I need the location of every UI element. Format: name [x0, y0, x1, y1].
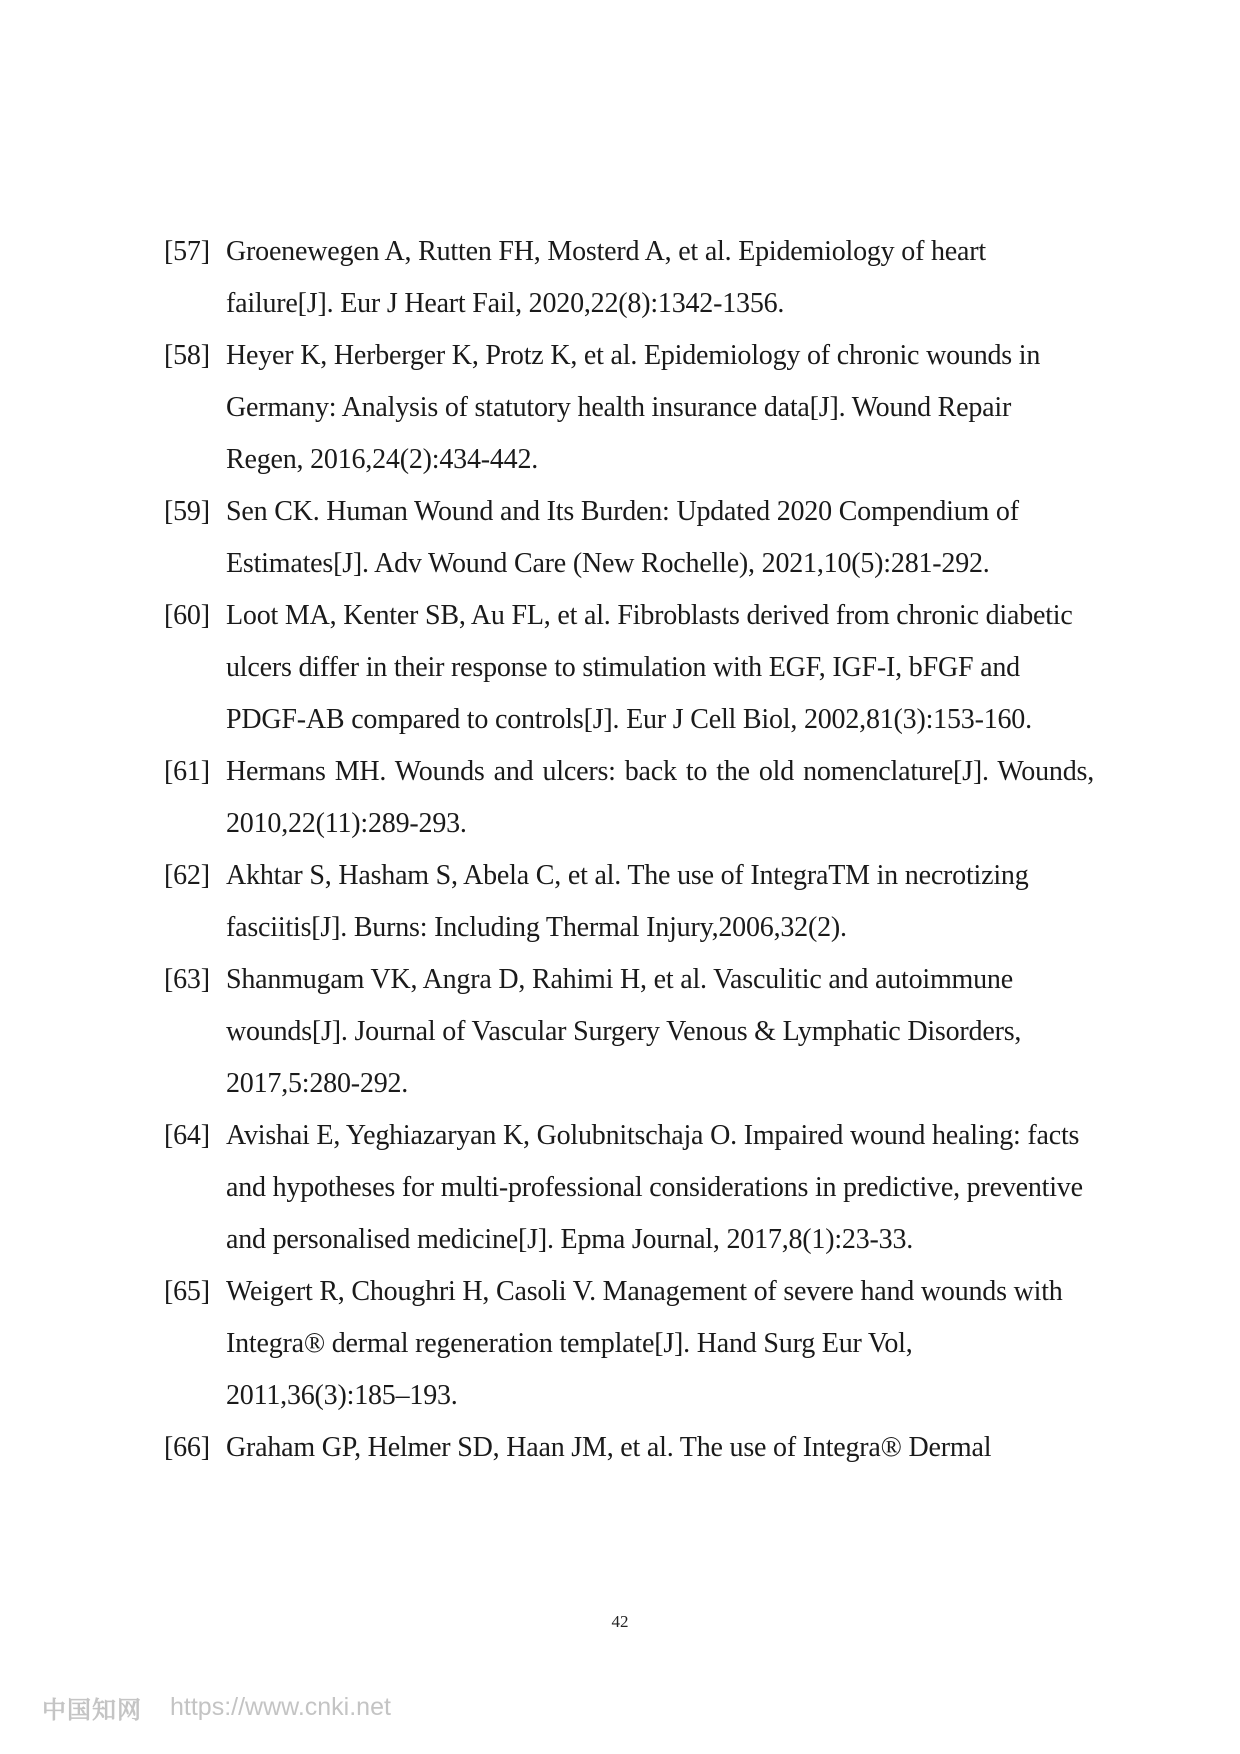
reference-item	[164, 746, 1094, 850]
reference-item	[164, 1110, 1094, 1266]
reference-number: [58]	[164, 340, 210, 371]
reference-text: Graham GP, Helmer SD, Haan JM, et al. The use of Integra® Dermal	[226, 1432, 992, 1463]
reference-item	[164, 486, 1094, 590]
reference-number: [64]	[164, 1120, 210, 1151]
watermark-url: https://www.cnki.net	[170, 1693, 391, 1721]
reference-number: [61]	[164, 756, 210, 787]
reference-item	[164, 1266, 1094, 1422]
reference-text: Sen CK. Human Wound and Its Burden: Updated 2020 Compendium of Estimates[J]. Adv Wound Care (New Rochelle), 2021,10(5):281-292.	[226, 496, 1019, 579]
reference-item	[164, 954, 1094, 1110]
watermark-logo: 中国知网	[42, 1696, 142, 1724]
reference-number: [57]	[164, 236, 210, 267]
reference-text: Avishai E, Yeghiazaryan K, Golubnitschaja O. Impaired wound healing: facts and hypotheses for multi-professional considerations in predictive, preventive and personalised medicine[J]. Epma Journal, 2017,8(1):23-33.	[226, 1120, 1083, 1255]
reference-item	[164, 850, 1094, 954]
reference-number: [62]	[164, 860, 210, 891]
reference-text: Heyer K, Herberger K, Protz K, et al. Epidemiology of chronic wounds in Germany: Analysis of statutory health insurance data[J]. Wound Repair Regen, 2016,24(2):434-442.	[226, 340, 1041, 475]
reference-number: [66]	[164, 1432, 210, 1463]
reference-item	[164, 1422, 1094, 1474]
reference-number: [65]	[164, 1276, 210, 1307]
reference-list	[164, 226, 1094, 1474]
reference-item	[164, 330, 1094, 486]
reference-text: Groenewegen A, Rutten FH, Mosterd A, et al. Epidemiology of heart failure[J]. Eur J Heart Fail, 2020,22(8):1342-1356.	[226, 236, 986, 319]
reference-number: [59]	[164, 496, 210, 527]
reference-text: Shanmugam VK, Angra D, Rahimi H, et al. Vasculitic and autoimmune wounds[J]. Journal of Vascular Surgery Venous & Lymphatic Disorders, 2017,5:280-292.	[226, 964, 1022, 1099]
reference-text: Loot MA, Kenter SB, Au FL, et al. Fibroblasts derived from chronic diabetic ulcers differ in their response to stimulation with EGF, IGF-I, bFGF and PDGF-AB compared to controls[J]. Eur J Cell Biol, 2002,81(3):153-160.	[226, 600, 1073, 735]
reference-item	[164, 590, 1094, 746]
reference-text: Weigert R, Choughri H, Casoli V. Management of severe hand wounds with Integra® dermal regeneration template[J]. Hand Surg Eur Vol, 2011,36(3):185–193.	[226, 1276, 1063, 1411]
reference-number: [63]	[164, 964, 210, 995]
reference-text: Hermans MH. Wounds and ulcers: back to the old nomenclature[J]. Wounds, 2010,22(11):289-293.	[226, 756, 1094, 839]
reference-item	[164, 226, 1094, 330]
reference-number: [60]	[164, 600, 210, 631]
reference-text: Akhtar S, Hasham S, Abela C, et al. The use of IntegraTM in necrotizing fasciitis[J]. Burns: Including Thermal Injury,2006,32(2).	[226, 860, 1029, 943]
page-number: 42	[611, 1612, 629, 1631]
cnki-watermark	[42, 1690, 391, 1725]
